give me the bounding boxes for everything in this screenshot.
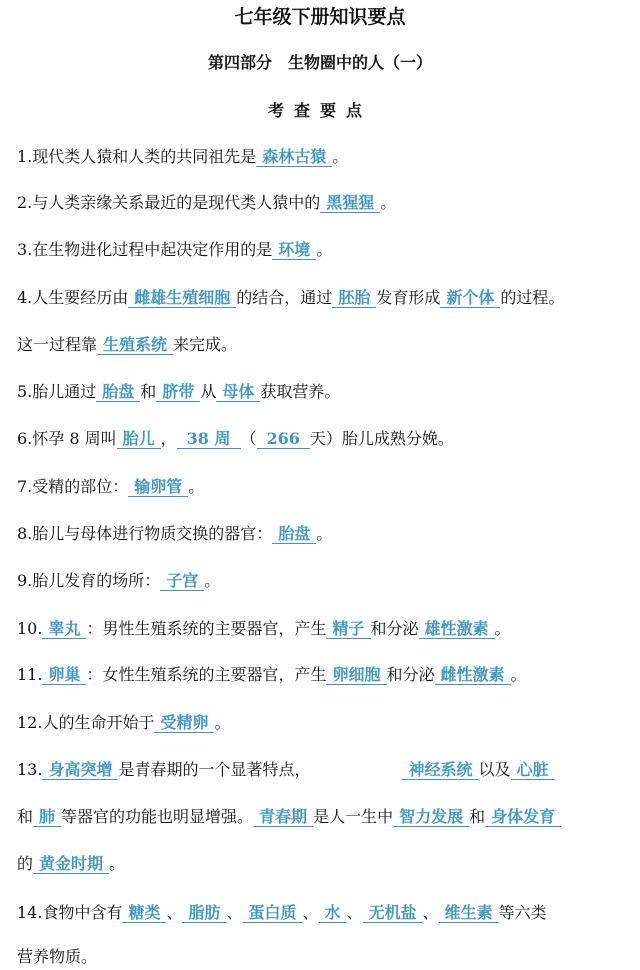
text-segment: 的过程。 [500, 288, 565, 307]
answer-blank: 肺 [33, 807, 61, 827]
item-11 [17, 664, 637, 686]
item-8 [17, 523, 637, 545]
text-segment: 14.食物中含有 [17, 903, 123, 922]
answer-blank: 胚胎 [332, 288, 376, 308]
answer-blank: 森林古猿 [256, 147, 332, 167]
answer-blank: 胎儿 [117, 429, 161, 449]
text-segment: 。 [332, 147, 349, 166]
text-segment: 13. [17, 760, 43, 779]
text-segment: 6.怀孕 8 周叫 [17, 429, 117, 448]
text-segment: 来完成。 [173, 335, 238, 354]
text-segment: 、 [166, 903, 183, 922]
answer-blank: 青春期 [253, 807, 313, 827]
text-segment: 9.胎儿发育的场所： [17, 571, 161, 590]
text-segment: 和 [140, 382, 157, 401]
text-segment: 和分泌 [370, 619, 419, 638]
answer-blank: 雌性激素 [435, 665, 511, 685]
text-segment: 的 [17, 854, 34, 873]
page-title: 七年级下册知识要点 [234, 6, 406, 28]
answer-blank: 子宫 [160, 571, 204, 591]
text-segment: ：男性生殖系统的主要器官，产生 [86, 619, 327, 638]
text-segment: 、 [226, 903, 243, 922]
text-segment: 这一过程靠 [17, 335, 98, 354]
text-segment: 从 [200, 382, 217, 401]
text-segment: 。 [316, 240, 333, 259]
answer-blank: 脂肪 [182, 903, 226, 923]
text-segment: 12.人的生命开始于 [17, 713, 155, 732]
answer-blank: 智力发展 [393, 807, 469, 827]
item-6 [17, 428, 637, 450]
text-segment: 8.胎儿与母体进行物质交换的器官： [17, 524, 273, 543]
text-segment: 和 [469, 807, 486, 826]
text-segment: 、 [346, 903, 363, 922]
text-segment: 是人一生中 [313, 807, 394, 826]
answer-blank: 266 [257, 429, 310, 449]
answer-blank: 黄金时期 [33, 854, 109, 874]
text-segment: 4.人生要经历由 [17, 288, 129, 307]
item-14-continued [17, 946, 637, 968]
answer-blank: 环境 [272, 240, 316, 260]
text-segment: 1.现代类人猿和人类的共同祖先是 [17, 147, 257, 166]
answer-blank: 身体发育 [485, 807, 561, 827]
item-3 [17, 239, 637, 261]
text-segment: 10. [17, 619, 43, 638]
item-10 [17, 618, 637, 640]
text-segment: 发育形成 [376, 288, 441, 307]
answer-blank: 雄性激素 [419, 619, 495, 639]
answer-blank: 生殖系统 [97, 335, 173, 355]
item-13 [17, 759, 637, 781]
text-segment: 、 [422, 903, 439, 922]
answer-blank: 胎盘 [272, 524, 316, 544]
page-subtitle: 第四部分 生物圈中的人（一） [207, 53, 432, 72]
item-13-continued [17, 806, 637, 828]
text-segment: ：女性生殖系统的主要器官，产生 [86, 665, 327, 684]
answer-blank: 糖类 [122, 903, 166, 923]
item-4-continued [17, 334, 637, 356]
text-segment: 。 [316, 524, 333, 543]
text-segment: 3.在生物进化过程中起决定作用的是 [17, 240, 273, 259]
text-segment: 天）胎儿成熟分娩。 [309, 429, 454, 448]
text-segment: 。 [214, 713, 231, 732]
text-segment: （ [240, 429, 257, 448]
text-segment: 。 [380, 193, 397, 212]
answer-blank: 新个体 [440, 288, 500, 308]
item-2 [17, 192, 637, 214]
answer-blank: 胎盘 [96, 382, 140, 402]
answer-blank: 心脏 [511, 760, 555, 780]
item-14 [17, 902, 637, 924]
text-segment: 的结合，通过 [236, 288, 333, 307]
item-12 [17, 712, 637, 734]
answer-blank: 水 [319, 903, 347, 923]
text-segment: 。 [188, 477, 205, 496]
text-segment: 和 [17, 807, 34, 826]
text-segment: 。 [204, 571, 221, 590]
answer-blank: 神经系统 [402, 760, 478, 780]
text-segment: 以及 [478, 760, 511, 779]
text-segment: 。 [109, 854, 126, 873]
text-segment: 等六类 [498, 903, 547, 922]
item-7 [17, 476, 637, 498]
text-segment: 营养物质。 [17, 947, 98, 966]
answer-blank: 身高突增 [42, 760, 118, 780]
text-segment: ， [160, 429, 177, 448]
item-13-end [17, 853, 637, 875]
answer-blank: 无机盐 [363, 903, 423, 923]
answer-blank: 38 周 [177, 429, 241, 449]
text-segment: 获取营养。 [260, 382, 341, 401]
text-segment: 5.胎儿通过 [17, 382, 97, 401]
answer-blank: 输卵管 [128, 477, 188, 497]
answer-blank: 卵细胞 [326, 665, 386, 685]
text-segment: 2.与人类亲缘关系最近的是现代类人猿中的 [17, 193, 321, 212]
text-segment: 等器官的功能也明显增强。 [61, 807, 254, 826]
answer-blank: 雌雄生殖细胞 [128, 288, 236, 308]
text-segment: 。 [510, 665, 527, 684]
answer-blank: 精子 [326, 619, 370, 639]
answer-blank: 睾丸 [42, 619, 86, 639]
answer-blank: 维生素 [439, 903, 499, 923]
text-segment: 、 [302, 903, 319, 922]
text-segment: 。 [494, 619, 511, 638]
item-9 [17, 570, 637, 592]
text-segment: 是青春期的一个显著特点， [118, 760, 311, 779]
item-1 [17, 146, 637, 168]
text-segment: 和分泌 [386, 665, 435, 684]
answer-blank: 蛋白质 [243, 903, 303, 923]
answer-blank: 受精卵 [154, 713, 214, 733]
answer-blank: 卵巢 [42, 665, 86, 685]
answer-blank: 黑猩猩 [320, 193, 380, 213]
item-5 [17, 381, 637, 403]
item-4 [17, 287, 637, 309]
answer-blank: 母体 [216, 382, 260, 402]
section-heading: 考查要点 [267, 101, 372, 120]
text-segment: 11. [17, 665, 43, 684]
text-segment: 7.受精的部位： [17, 477, 129, 496]
answer-blank: 脐带 [156, 382, 200, 402]
